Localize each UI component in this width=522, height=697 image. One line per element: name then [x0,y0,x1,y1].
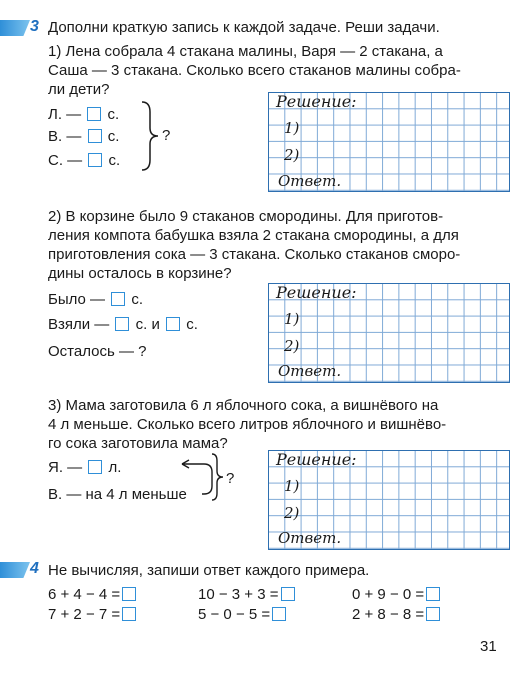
row-label: Взяли — [48,316,110,333]
problem-3-question: ? [226,470,235,487]
row-unit: с. [135,316,148,333]
problem-1-row-2 [48,127,119,146]
answer-box[interactable] [122,587,136,601]
task-3-marker [0,20,30,36]
answer-box[interactable] [166,317,180,331]
problem-2-row-1 [48,290,143,309]
solution-step-3-1: 1) [284,477,300,495]
problem-2-line-1: 2) В корзине было 9 стаканов смородины. Для приготов- [48,208,444,225]
answer-box[interactable] [87,107,101,121]
example-2-3 [352,605,442,624]
brace-icon [210,452,226,502]
example-text: 2 + 8 − 8 = [352,606,425,623]
solution-title-1: Решение: [276,92,357,111]
task-3-number: 3 [30,18,39,35]
row-unit: с. [107,128,120,145]
problem-1-line-1: 1) Лена собрала 4 стакана малины, Варя — 2 стакана, а [48,43,443,60]
answer-box[interactable] [115,317,129,331]
answer-box[interactable] [426,607,440,621]
solution-answer-3: Ответ. [278,529,342,547]
problem-1-line-2: Саша — 3 стакана. Сколько всего стаканов малины собра- [48,62,461,79]
problem-2-line-3: приготовления сока — 3 стакана. Сколько стаканов сморо- [48,246,461,263]
problem-3-line-3: го сока заготовила мама? [48,435,228,452]
row-label: Было — [48,291,106,308]
row-join: и [151,316,160,333]
example-text: 7 + 2 − 7 = [48,606,121,623]
page-number: 31 [480,638,497,655]
example-2-2 [198,605,288,624]
problem-2-line-4: дины осталось в корзине? [48,265,232,282]
solution-title-3: Решение: [276,450,357,469]
answer-box[interactable] [88,460,102,474]
task-3-instruction: Дополни краткую запись к каждой задаче. Реши задачи. [48,19,440,36]
problem-3-row-1 [48,458,121,477]
answer-box[interactable] [88,129,102,143]
example-text: 0 + 9 − 0 = [352,586,425,603]
answer-box[interactable] [426,587,440,601]
problem-1-row-1 [48,105,119,124]
solution-step-1-2: 2) [284,146,300,164]
example-1-1 [48,585,138,604]
example-text: 6 + 4 − 4 = [48,586,121,603]
problem-1-question: ? [162,127,171,144]
solution-step-3-2: 2) [284,504,300,522]
problem-3-line-1: 3) Мама заготовила 6 л яблочного сока, а вишнёвого на [48,397,439,414]
solution-step-1-1: 1) [284,119,300,137]
answer-box[interactable] [281,587,295,601]
task-4-instruction: Не вычисляя, запиши ответ каждого примера. [48,562,370,579]
row-label: Л. — [48,106,82,123]
problem-2-row-3: Осталось — ? [48,343,147,360]
problem-1-line-3: ли дети? [48,81,110,98]
solution-step-2-2: 2) [284,337,300,355]
problem-2-line-2: ления компота бабушка взяла 2 стакана смородины, а для [48,227,459,244]
solution-answer-2: Ответ. [278,362,342,380]
answer-box[interactable] [272,607,286,621]
problem-2-row-2 [48,315,198,334]
row-label: С. — [48,152,83,169]
answer-box[interactable] [111,292,125,306]
task-4-number: 4 [30,560,39,577]
problem-3-row-2: В. — на 4 л меньше [48,486,187,503]
example-text: 10 − 3 + 3 = [198,586,279,603]
example-1-3 [352,585,442,604]
row-unit: с. [108,152,121,169]
row-unit: л. [108,459,122,476]
row-unit: с. [131,291,144,308]
answer-box[interactable] [88,153,102,167]
example-text: 5 − 0 − 5 = [198,606,271,623]
problem-3-line-2: 4 л меньше. Сколько всего литров яблочного и вишнёво- [48,416,447,433]
problem-1-row-3 [48,151,120,170]
example-2-1 [48,605,138,624]
row-unit-2: с. [186,316,198,333]
row-label: В. — [48,128,82,145]
brace-icon [140,100,162,172]
answer-box[interactable] [122,607,136,621]
example-1-2 [198,585,297,604]
task-4-marker [0,562,30,578]
solution-step-2-1: 1) [284,310,300,328]
row-unit: с. [107,106,120,123]
solution-title-2: Решение: [276,283,357,302]
solution-answer-1: Ответ. [278,172,342,190]
row-label: Я. — [48,459,83,476]
